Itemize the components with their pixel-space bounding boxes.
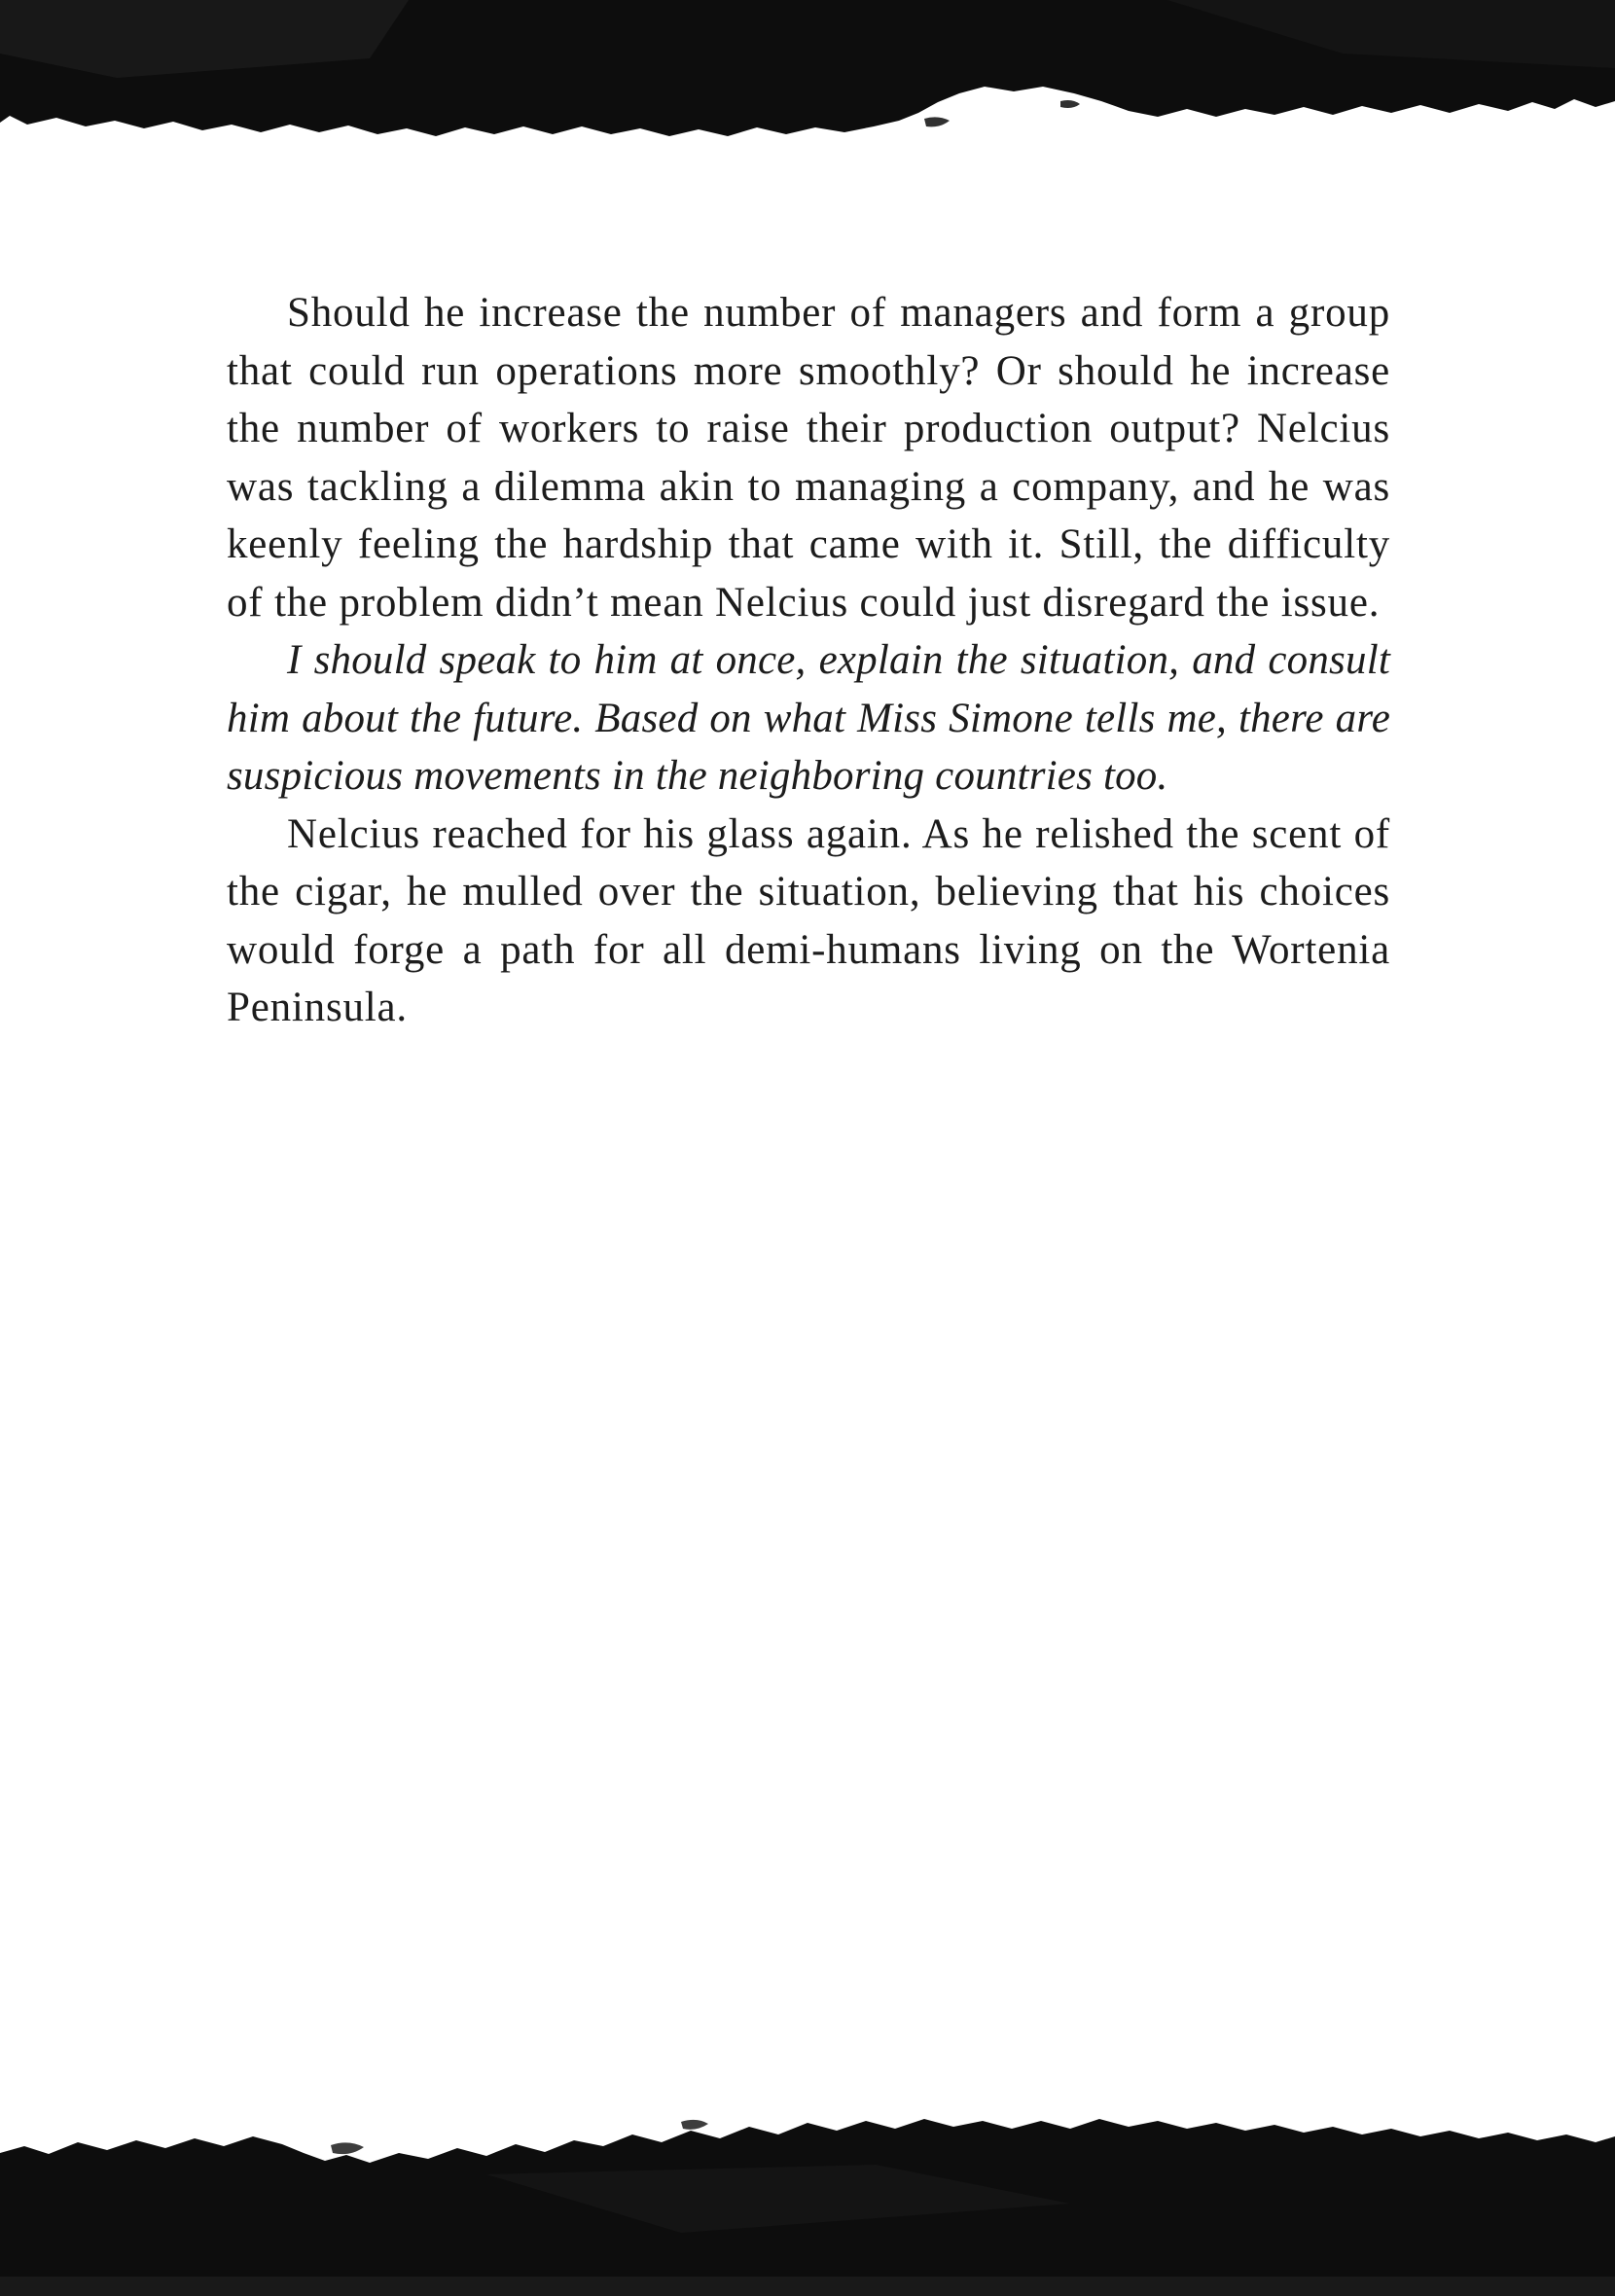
paragraph-2-italic-thought: I should speak to him at once, explain the situation, and consult him about the future. Based on what Miss Simone tells me, there are suspicious movements in the neighboring countries too.: [227, 637, 1390, 799]
paragraph-1: Should he increase the number of managers and form a group that could run operations more smoothly? Or should he increase the number of workers to raise their production output? Nelcius was tackling a dilemma akin to managing a company, and he was keenly feeling the hardship that came with it. Still, the difficulty of the problem didn’t mean Nelcius could just disregard the issue.: [227, 290, 1390, 626]
top-grunge-border: [0, 0, 1615, 146]
bottom-grunge-edge-graphic: [0, 2087, 1615, 2296]
top-grunge-edge-graphic: [0, 0, 1615, 146]
page-text-block: [227, 284, 1390, 1037]
paragraph-3: Nelcius reached for his glass again. As he relished the scent of the cigar, he mulled over the situation, believing that his choices would forge a path for all demi-humans living on the Wortenia Peninsula.: [227, 810, 1390, 1030]
bottom-grunge-border: [0, 2087, 1615, 2296]
